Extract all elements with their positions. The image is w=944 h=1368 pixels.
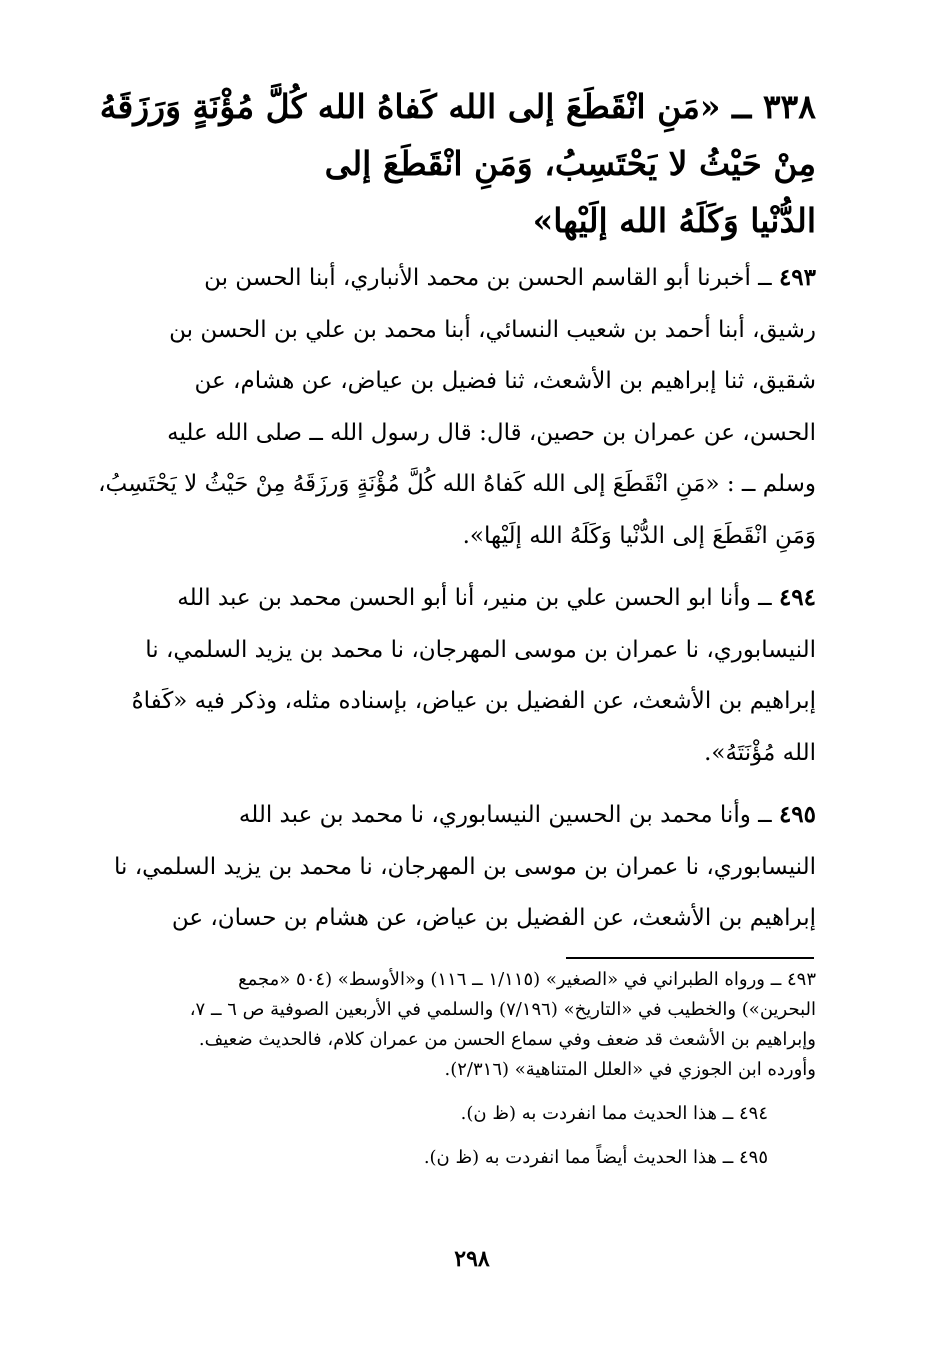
text-line: رشيق، أبنا أحمد بن شعيب النسائي، أبنا محمد بن علي بن الحسن بن — [169, 316, 816, 343]
hadith-heading — [99, 78, 816, 249]
hadith-paragraph-495 — [104, 789, 816, 945]
text-line: وَمَنِ انْقَطَعَ إلى الدُّنْيا وَكَلَهُ الله إلَيْها». — [462, 522, 816, 549]
text-line: وسلم ــ : «مَنِ انْقَطَعَ إلى الله كَفاهُ الله كُلَّ مُؤْنَةٍ وَرزَقَهُ مِنْ حَيْثُ لا يَحْتَسِبُ، — [98, 471, 816, 497]
footnote-line: وإبراهيم بن الأشعث قد ضعف وفي سماع الحسن من عمران كلام، فالحديث ضعيف. — [198, 1029, 816, 1050]
hadith-number: ٤٩٤ — [778, 584, 816, 611]
heading-line: مِنْ حَيْثُ لا يَحْتَسِبُ، وَمَنِ انْقَطَعَ إلى — [324, 144, 816, 183]
text-line-content: ــ وأنا ابو الحسن علي بن منير، أنا أبو الحسن محمد بن عبد الله — [177, 585, 772, 611]
footnote-line: وأورده ابن الجوزي في «العلل المتناهية» (٢/٣١٦). — [444, 1059, 816, 1080]
footnote-line: ٤٩٥ ــ هذا الحديث أيضاً مما انفردت به (ظ ن). — [423, 1147, 768, 1168]
text-line: النيسابوري، نا عمران بن موسى بن المهرجان، نا محمد بن يزيد السلمي، نا — [114, 853, 816, 880]
text-line — [104, 789, 816, 842]
footnote-divider — [566, 957, 814, 959]
text-line: الحسن، عن عمران بن حصين، قال: قال رسول الله ــ صلى الله عليه — [167, 419, 816, 446]
text-line-content: ــ أخبرنا أبو القاسم الحسن بن محمد الأنباري، أبنا الحسن بن — [204, 265, 772, 291]
footnote-493 — [104, 965, 816, 1085]
text-line: الله مُؤْنَتَهُ». — [704, 739, 816, 766]
footnotes — [104, 965, 816, 1187]
text-line: شقيق، ثنا إبراهيم بن الأشعث، ثنا فضيل بن عياض، عن هشام، عن — [194, 368, 816, 394]
heading-line: الدُّنْيا وَكَلَهُ الله إلَيْها» — [532, 201, 816, 240]
page-number: ٢٩٨ — [454, 1246, 490, 1272]
text-line: إبراهيم بن الأشعث، عن الفضيل بن عياض، عن هشام بن حسان، عن — [171, 905, 816, 931]
footnote-line: ٤٩٣ ــ ورواه الطبراني في «الصغير» (١/١١٥ ــ ١١٦) و«الأوسط» (٥٠٤ «مجمع — [238, 969, 816, 990]
hadith-number: ٤٩٥ — [778, 801, 816, 828]
text-line: إبراهيم بن الأشعث، عن الفضيل بن عياض، بإسناده مثله، وذكر فيه «كَفاهُ — [131, 688, 816, 714]
main-text — [98, 252, 816, 955]
footnote-494 — [104, 1099, 816, 1129]
text-line-content: ــ وأنا محمد بن الحسين النيسابوري، نا محمد بن عبد الله — [238, 802, 772, 828]
hadith-number: ٤٩٣ — [778, 264, 816, 291]
heading-line: ٣٣٨ ــ «مَنِ انْقَطَعَ إلى الله كَفاهُ الله كُلَّ مُؤْنَةٍ وَرَزَقَهُ — [99, 87, 816, 126]
footnote-line: البحرين») والخطيب في «التاريخ» (٧/١٩٦) والسلمي في الأربعين الصوفية ص ٦ ــ ٧، — [189, 999, 816, 1020]
text-line — [104, 572, 816, 625]
hadith-paragraph-494 — [104, 572, 816, 779]
footnote-line: ٤٩٤ ــ هذا الحديث مما انفردت به (ظ ن). — [460, 1103, 768, 1124]
footnote-495 — [104, 1143, 816, 1173]
hadith-paragraph-493 — [98, 252, 816, 562]
text-line: النيسابوري، نا عمران بن موسى المهرجان، نا محمد بن يزيد السلمي، نا — [145, 636, 816, 663]
text-line — [104, 252, 816, 305]
